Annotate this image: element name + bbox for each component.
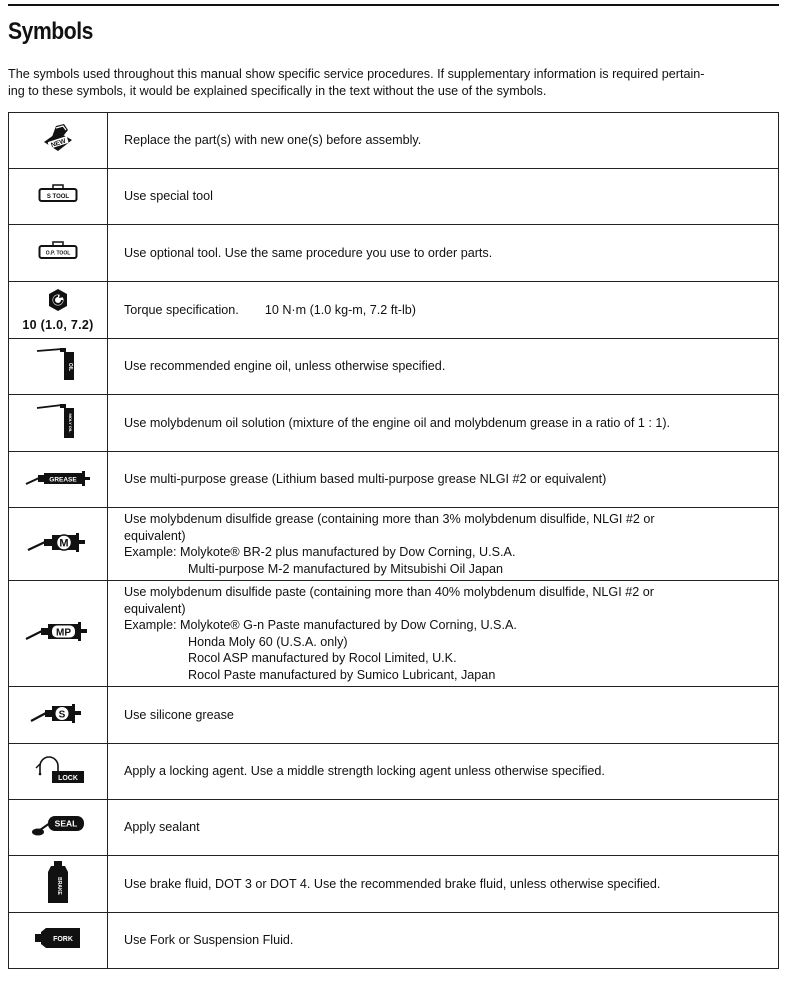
symbol-desc: Use multi-purpose grease (Lithium based multi-purpose grease NLGI #2 or equivalent) (108, 452, 779, 508)
desc-line: Use molybdenum disulfide paste (containing more than 40% molybdenum disulfide, NLGI #2 or (124, 585, 654, 599)
locking-agent-icon (28, 754, 88, 784)
torque-spec-value: 10 N·m (1.0 kg-m, 7.2 ft-lb) (264, 302, 416, 317)
desc-line: equivalent) (124, 528, 186, 543)
optional-tool-icon-label: O.P. TOOL (45, 250, 71, 256)
symbol-desc: Use special tool (108, 169, 779, 225)
torque-desc-text: Torque specification. (124, 302, 239, 317)
symbol-desc: Replace the part(s) with new one(s) before assembly. (108, 113, 779, 169)
moly-grease-icon-label: M (59, 537, 69, 549)
silicone-grease-icon-label: S (58, 709, 66, 720)
desc-line: Use molybdenum disulfide grease (containing more than 3% molybdenum disulfide, NLGI #2 or (124, 512, 655, 526)
symbol-row-fork-fluid (9, 913, 779, 969)
page-title: Symbols (8, 18, 93, 45)
example-line: Example: Molykote® G-n Paste manufactured by Dow Corning, U.S.A. (124, 618, 517, 632)
symbol-desc: Apply sealant (108, 800, 779, 856)
symbol-desc: Use Fork or Suspension Fluid. (108, 913, 779, 969)
intro-line-2: ing to these symbols, it would be explained specifically in the text without the use of the symbols. (8, 84, 547, 98)
moly-paste-icon-label: MP (56, 627, 71, 639)
fork-fluid-icon-label: FORK (53, 936, 73, 943)
intro-paragraph (8, 66, 780, 100)
fork-fluid-icon (34, 926, 82, 950)
symbol-desc: Apply a locking agent. Use a middle strength locking agent unless otherwise specified. (108, 744, 779, 800)
example-line: Rocol ASP manufactured by Rocol Limited, U.K. (188, 651, 457, 665)
symbol-row-locking-agent (9, 744, 779, 800)
symbol-desc: Use molybdenum oil solution (mixture of the engine oil and molybdenum grease in a ratio of 1 : 1). (108, 395, 779, 452)
symbol-desc: Use optional tool. Use the same procedure you use to order parts. (108, 225, 779, 282)
new-part-icon-label: NEW (50, 137, 67, 150)
intro-line-1: The symbols used throughout this manual show specific service procedures. If supplementary information is required pertain- (8, 67, 705, 81)
moly-paste-icon (25, 618, 91, 644)
moly-grease-icon (27, 529, 89, 555)
example-line: Honda Moly 60 (U.S.A. only) (188, 634, 348, 649)
silicone-grease-icon (30, 700, 86, 726)
example-line: Multi-purpose M-2 manufactured by Mitsubishi Oil Japan (188, 561, 503, 576)
symbol-row-moly-paste (9, 581, 779, 687)
sealant-icon (28, 811, 88, 839)
torque-icon-value: 10 (1.0, 7.2) (22, 318, 94, 332)
symbol-row-engine-oil (9, 339, 779, 395)
symbol-row-special-tool (9, 169, 779, 225)
locking-agent-icon-label: LOCK (58, 775, 78, 782)
oil-can-icon (36, 347, 80, 381)
symbol-desc: Use brake fluid, DOT 3 or DOT 4. Use the recommended brake fluid, unless otherwise specified. (108, 856, 779, 913)
special-tool-icon (38, 184, 78, 204)
symbol-desc (108, 581, 779, 687)
symbol-row-moly-oil (9, 395, 779, 452)
new-part-icon (38, 118, 78, 158)
brake-fluid-icon-label: BRAKE (56, 876, 62, 895)
symbol-row-silicone (9, 687, 779, 744)
grease-gun-icon-label: GREASE (49, 476, 77, 484)
symbol-row-sealant (9, 800, 779, 856)
symbol-desc: Use silicone grease (108, 687, 779, 744)
sealant-icon-label: SEAL (54, 818, 78, 829)
moly-oil-can-icon (36, 403, 80, 439)
torque-wrench-icon (47, 288, 69, 312)
symbol-row-grease (9, 452, 779, 508)
moly-oil-can-icon-label: MOLY OIL (68, 413, 73, 432)
desc-line: equivalent) (124, 601, 186, 616)
top-rule (8, 4, 779, 6)
symbol-desc (108, 508, 779, 581)
oil-can-icon-label: OIL (67, 362, 73, 372)
symbols-table (8, 112, 779, 969)
grease-gun-icon (25, 466, 91, 488)
symbol-desc (108, 282, 779, 339)
symbol-row-moly-grease (9, 508, 779, 581)
special-tool-icon-label: S TOOL (46, 194, 70, 200)
symbol-row-brake-fluid (9, 856, 779, 913)
optional-tool-icon (38, 241, 78, 261)
example-line: Example: Molykote® BR-2 plus manufactured by Dow Corning, U.S.A. (124, 545, 516, 559)
symbol-desc: Use recommended engine oil, unless otherwise specified. (108, 339, 779, 395)
symbol-row-optional-tool (9, 225, 779, 282)
brake-fluid-icon (47, 860, 69, 904)
symbol-row-new-part (9, 113, 779, 169)
symbol-row-torque (9, 282, 779, 339)
example-line: Rocol Paste manufactured by Sumico Lubricant, Japan (188, 667, 496, 682)
